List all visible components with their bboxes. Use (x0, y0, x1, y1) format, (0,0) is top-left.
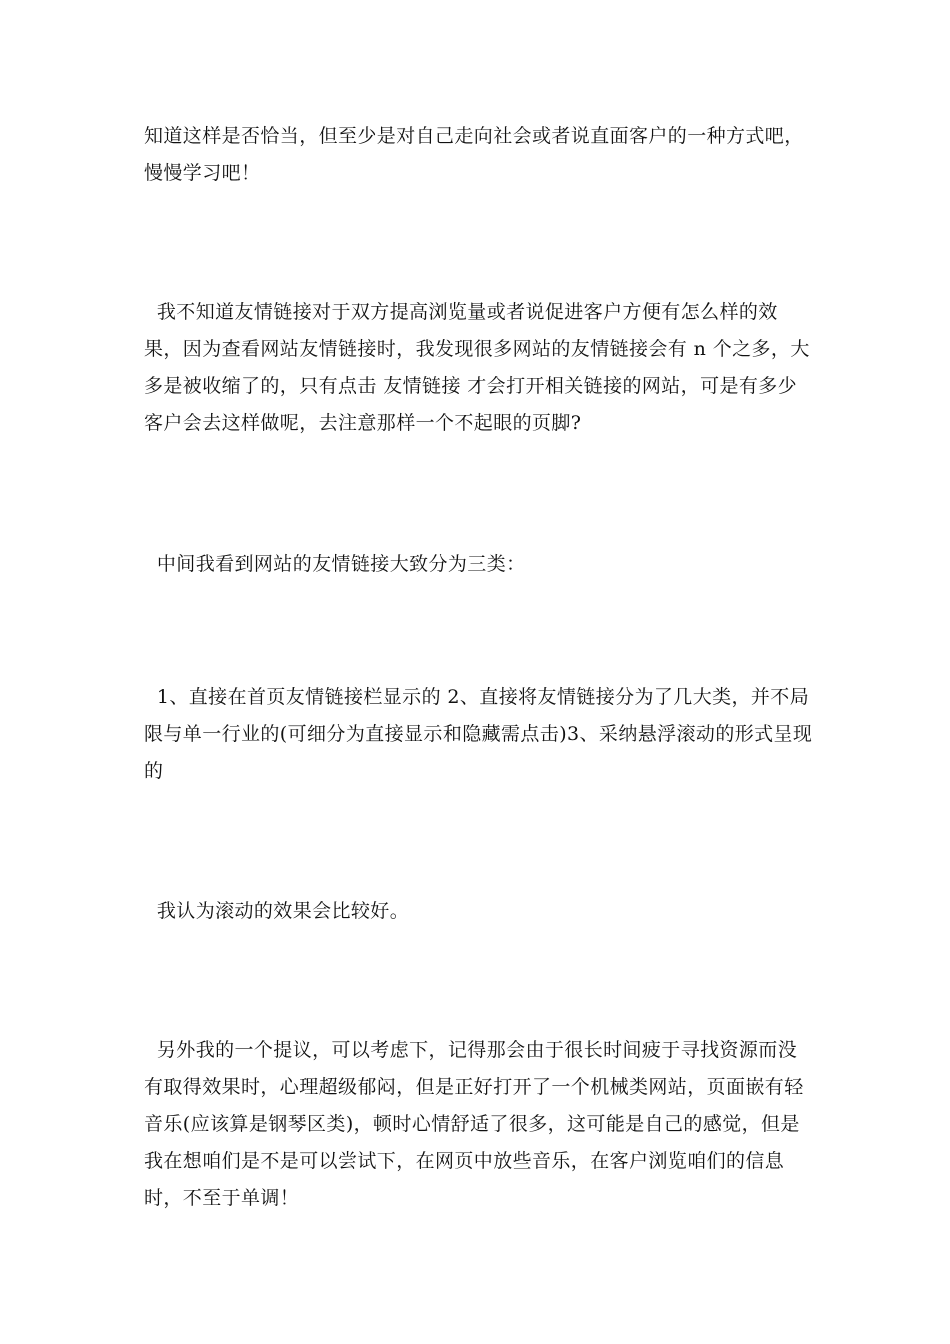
paragraph-music-suggestion: 另外我的一个提议，可以考虑下，记得那会由于很长时间疲于寻找资源而没有取得效果时，心理超级郁闷，但是正好打开了一个机械类网站，页面嵌有轻音乐(应该算是钢琴区类)，顿时心情舒适了很多，这可能是自己的感觉，但是我在想咱们是不是可以尝试下，在网页中放些音乐，在客户浏览咱们的信息时，不至于单调！ (144, 1039, 804, 1209)
paragraph-closing-thought: 知道这样是否恰当，但至少是对自己走向社会或者说直面客户的一种方式吧，慢慢学习吧！ (144, 125, 804, 184)
paragraph-three-types-list: 1、直接在首页友情链接栏显示的 2、直接将友情链接分为了几大类，并不局限与单一行业的(可细分为直接显示和隐藏需点击)3、采纳悬浮滚动的形式呈现的 (144, 686, 813, 782)
paragraph-friend-links-effect: 我不知道友情链接对于双方提高浏览量或者说促进客户方便有怎么样的效果，因为查看网站友情链接时，我发现很多网站的友情链接会有 n 个之多，大多是被收缩了的，只有点击 友情链接 才会打开相关链接的网站，可是有多少客户会去这样做呢，去注意那样一个不起眼的页脚? (144, 301, 810, 434)
paragraph-three-types-intro: 中间我看到网站的友情链接大致分为三类： (144, 553, 526, 575)
paragraph-scrolling-opinion: 我认为滚动的效果会比较好。 (144, 900, 410, 922)
